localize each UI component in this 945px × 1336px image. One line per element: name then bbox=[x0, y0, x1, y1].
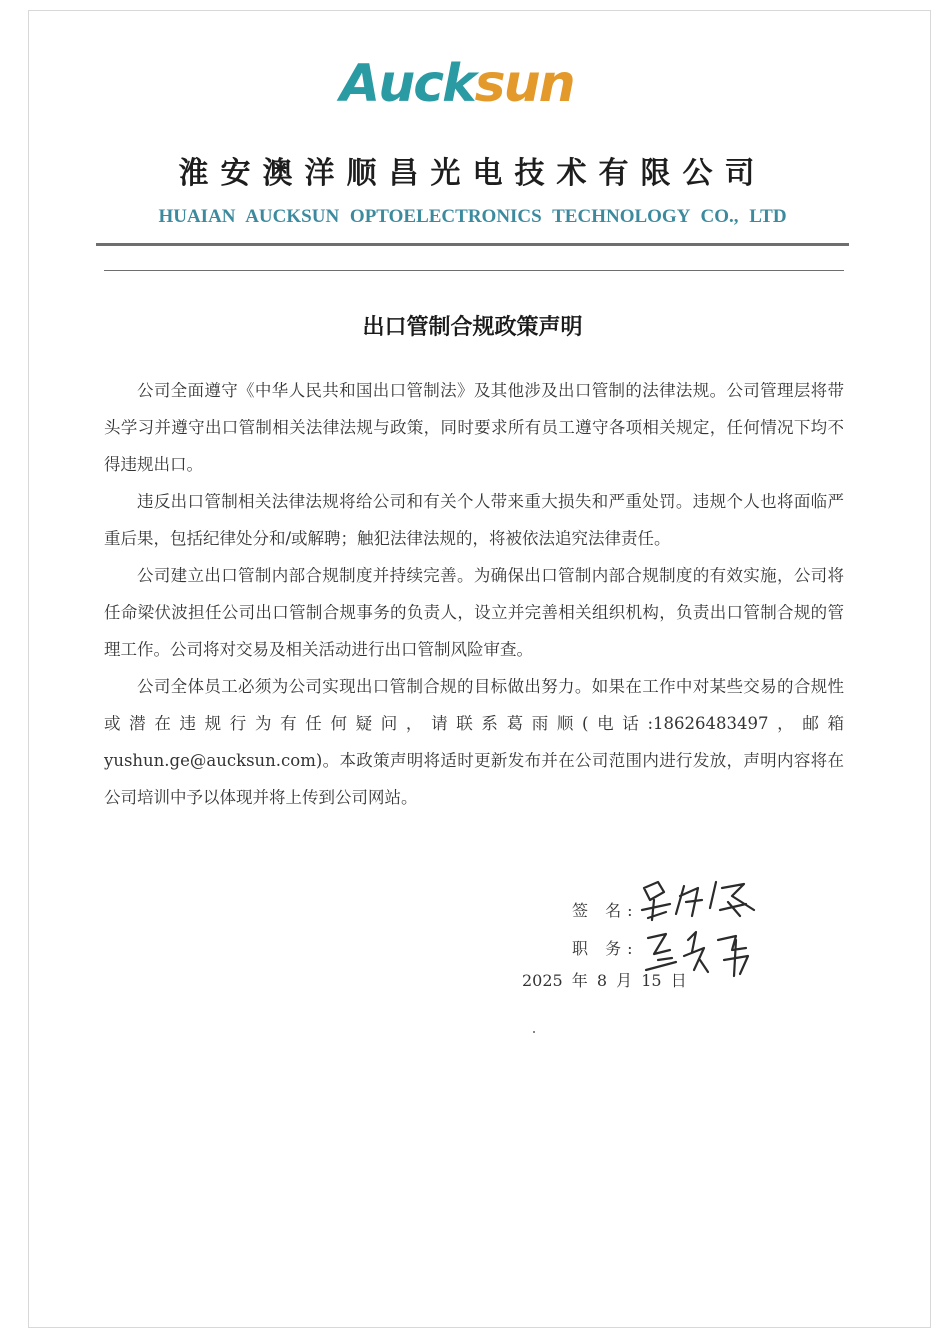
position-label: 职 务: bbox=[572, 939, 639, 958]
header-divider-thin bbox=[104, 270, 844, 271]
paragraph-3: 公司建立出口管制内部合规制度并持续完善。为确保出口管制内部合规制度的有效实施，公司将任命梁伏波担任公司出口管制合规事务的负责人，设立并完善相关组织机构，负责出口管制合规的管理工作。公司将对交易及相关活动进行出口管制风险审查。 bbox=[104, 566, 844, 659]
logo-text-part1: Auck bbox=[340, 54, 475, 114]
scan-speck bbox=[533, 1031, 535, 1033]
paragraph-2: 违反出口管制相关法律法规将给公司和有关个人带来重大损失和严重处罚。违规个人也将面临严重后果，包括纪律处分和/或解聘；触犯法律法规的，将被依法追究法律责任。 bbox=[104, 492, 844, 548]
paragraph-1: 公司全面遵守《中华人民共和国出口管制法》及其他涉及出口管制的法律法规。公司管理层将带头学习并遵守出口管制相关法律法规与政策，同时要求所有员工遵守各项相关规定，任何情况下均不得违规出口。 bbox=[104, 381, 844, 474]
company-name-english: HUAIAN AUCKSUN OPTOELECTRONICS TECHNOLOGY CO., LTD bbox=[158, 206, 787, 227]
header-divider-thick bbox=[96, 243, 849, 246]
document-title: 出口管制合规政策声明 bbox=[362, 315, 583, 340]
signature-date: 2025 年 8 月 15 日 bbox=[522, 971, 687, 990]
handwritten-signature bbox=[636, 874, 776, 984]
logo-text-part2: sun bbox=[474, 54, 574, 114]
company-name-chinese: 淮安澳洋顺昌光电技术有限公司 bbox=[178, 156, 767, 191]
signature-label: 签 名: bbox=[572, 901, 639, 920]
company-logo bbox=[340, 52, 600, 116]
document-body bbox=[104, 372, 844, 816]
paragraph-4: 公司全体员工必须为公司实现出口管制合规的目标做出努力。如果在工作中对某些交易的合规性或潜在违规行为有任何疑问，请联系葛雨顺(电话:18626483497，邮箱yushun.ge@aucksun.com)。本政策声明将适时更新发布并在公司范围内进行发放，声明内容将在公司培训中予以体现并将上传到公司网站。 bbox=[104, 677, 844, 807]
